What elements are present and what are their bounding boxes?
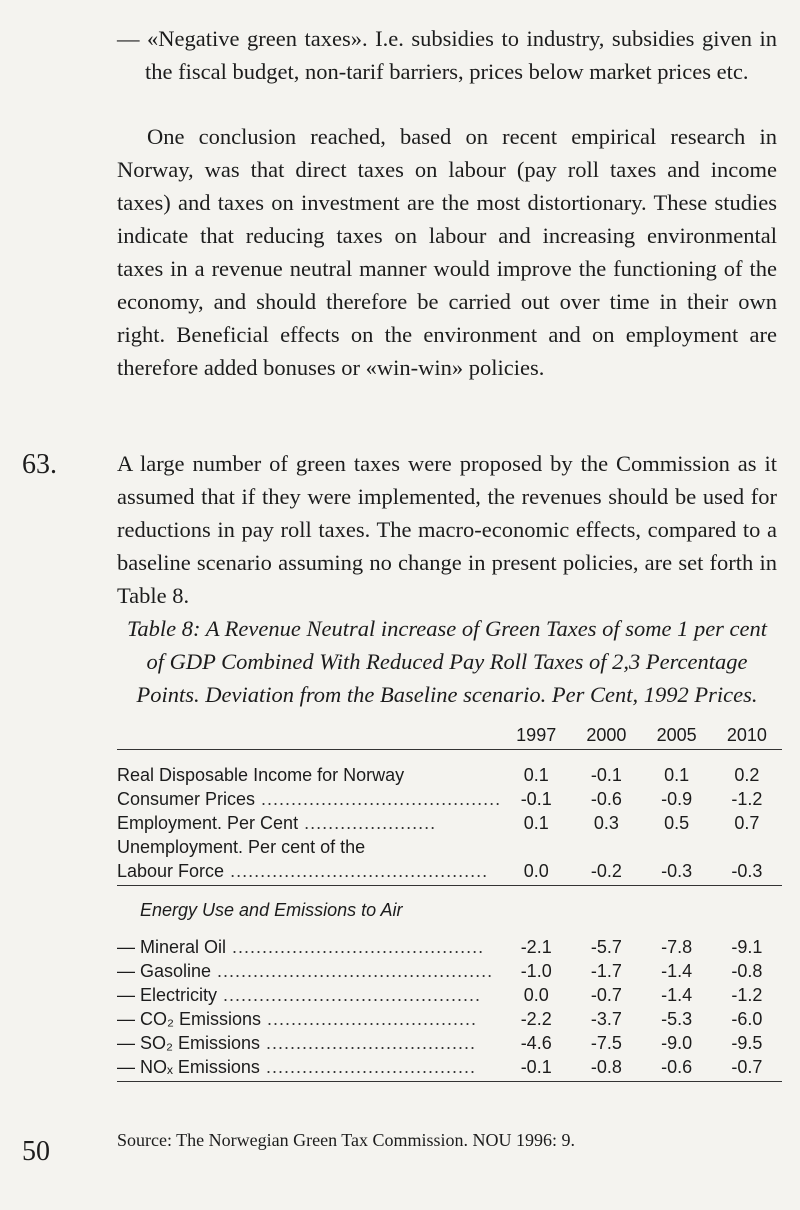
results-table [117, 725, 782, 1082]
page-number: 50 [22, 1136, 50, 1167]
row-label: — NOₓ Emissions [117, 1057, 260, 1077]
cell-value: -0.3 [712, 858, 782, 886]
cell-value: -1.4 [661, 961, 693, 981]
cell-value: -0.6 [590, 789, 622, 809]
cell-value: -4.6 [520, 1033, 552, 1053]
leader-dots: ........................................... [224, 861, 489, 881]
section-heading-row [117, 886, 782, 935]
cell-value: -2.2 [520, 1009, 552, 1029]
row-label: — Electricity [117, 985, 218, 1005]
cell-value: 0.1 [523, 813, 549, 833]
section-number: 63. [22, 449, 57, 480]
cell-value: 0.7 [734, 813, 760, 833]
row-label: — SO₂ Emissions [117, 1033, 261, 1053]
cell-value: 0.5 [664, 813, 690, 833]
leader-dots: ................................... [260, 1033, 477, 1053]
cell-value: -0.1 [590, 765, 622, 785]
table-row [117, 786, 782, 810]
table-caption: Table 8: A Revenue Neutral increase of Green Taxes of some 1 per cent of GDP Combined With Reduced Pay Roll Taxes of 2,3 Percentage Points. Deviation from the Baseline scenario. Per Cent, 1992 Prices. [126, 616, 768, 707]
leader-dots: ................................... [259, 1057, 476, 1077]
leader-dots: ........................................ [255, 789, 502, 809]
row-label: — Mineral Oil [117, 937, 227, 957]
year-header: 1997 [501, 725, 571, 750]
bullet-item: — «Negative green taxes». I.e. subsidies to industry, subsidies given in the fiscal budget, non-tarif barriers, prices below market prices etc. [117, 26, 777, 84]
row-label: Real Disposable Income for Norway [117, 765, 405, 785]
row-label: Consumer Prices [117, 789, 256, 809]
body-text-section [117, 447, 777, 711]
cell-value: -9.0 [661, 1033, 693, 1053]
table-row [117, 858, 782, 886]
cell-value: -7.8 [661, 937, 693, 957]
cell-value: 0.1 [664, 765, 690, 785]
cell-value: 0.2 [734, 765, 760, 785]
cell-value: -9.1 [731, 937, 763, 957]
cell-value: -0.1 [501, 1054, 571, 1082]
cell-value: -0.8 [571, 1054, 641, 1082]
row-label: Employment. Per Cent [117, 813, 299, 833]
cell-value: -7.5 [590, 1033, 622, 1053]
table-row [117, 982, 782, 1006]
leader-dots: .......................................... [226, 937, 485, 957]
table-row [117, 1054, 782, 1082]
leader-dots: .............................................. [211, 961, 494, 981]
cell-value: -1.7 [590, 961, 622, 981]
cell-value: -5.7 [590, 937, 622, 957]
cell-value: 0.1 [523, 765, 549, 785]
table-row [117, 762, 782, 786]
cell-value: -5.3 [661, 1009, 693, 1029]
cell-value: 0.0 [501, 858, 571, 886]
cell-value: 0.3 [593, 813, 619, 833]
table-header-row [117, 725, 782, 750]
cell-value: -1.0 [520, 961, 552, 981]
cell-value: -1.4 [661, 985, 693, 1005]
leader-dots: ...................... [298, 813, 437, 833]
cell-value: -0.8 [731, 961, 763, 981]
cell-value: -6.0 [731, 1009, 763, 1029]
row-label: — Gasoline [117, 961, 212, 981]
table-source: Source: The Norwegian Green Tax Commission. NOU 1996: 9. [117, 1130, 576, 1150]
table-row [117, 934, 782, 958]
cell-value: -3.7 [590, 1009, 622, 1029]
cell-value: -1.2 [731, 985, 763, 1005]
table-row [117, 958, 782, 982]
body-text-top [117, 22, 777, 384]
year-header: 2010 [712, 725, 782, 750]
table-row [117, 1030, 782, 1054]
leader-dots: ................................... [261, 1009, 478, 1029]
cell-value: -9.5 [731, 1033, 763, 1053]
cell-value: -0.7 [590, 985, 622, 1005]
cell-value: -0.3 [642, 858, 712, 886]
row-label: Labour Force [117, 861, 225, 881]
header-label-cell [117, 725, 501, 750]
year-header: 2005 [642, 725, 712, 750]
table-row [117, 810, 782, 834]
paragraph-conclusion: One conclusion reached, based on recent empirical research in Norway, was that direct taxes on labour (pay roll taxes and income taxes) and taxes on investment are the most distortionary. These studies indicate that reducing taxes on labour and increasing environmental taxes in a revenue neutral manner would improve the functioning of the economy, and should therefore be carried out over time in their own right. Beneficial effects on the environment and on employment are therefore added bonuses or «win-win» policies. [117, 124, 777, 380]
cell-value: 0.0 [523, 985, 549, 1005]
paragraph-green-taxes: A large number of green taxes were proposed by the Commission as it assumed that if they were implemented, the revenues should be used for reductions in pay roll taxes. The macro-economic effects, compared to a baseline scenario assuming no change in present policies, are set forth in Table 8. [117, 451, 777, 608]
year-header: 2000 [571, 725, 641, 750]
cell-value: -0.9 [661, 789, 693, 809]
table-row [117, 1006, 782, 1030]
cell-value: -0.2 [571, 858, 641, 886]
table-row [117, 834, 782, 858]
cell-value: -0.1 [520, 789, 552, 809]
section-heading: Energy Use and Emissions to Air [140, 899, 403, 920]
cell-value: -1.2 [731, 789, 763, 809]
row-label: — CO₂ Emissions [117, 1009, 262, 1029]
cell-value: -0.7 [712, 1054, 782, 1082]
cell-value: -2.1 [520, 937, 552, 957]
cell-value: -0.6 [642, 1054, 712, 1082]
leader-dots: ........................................... [217, 985, 482, 1005]
row-label: Unemployment. Per cent of the [117, 837, 366, 857]
